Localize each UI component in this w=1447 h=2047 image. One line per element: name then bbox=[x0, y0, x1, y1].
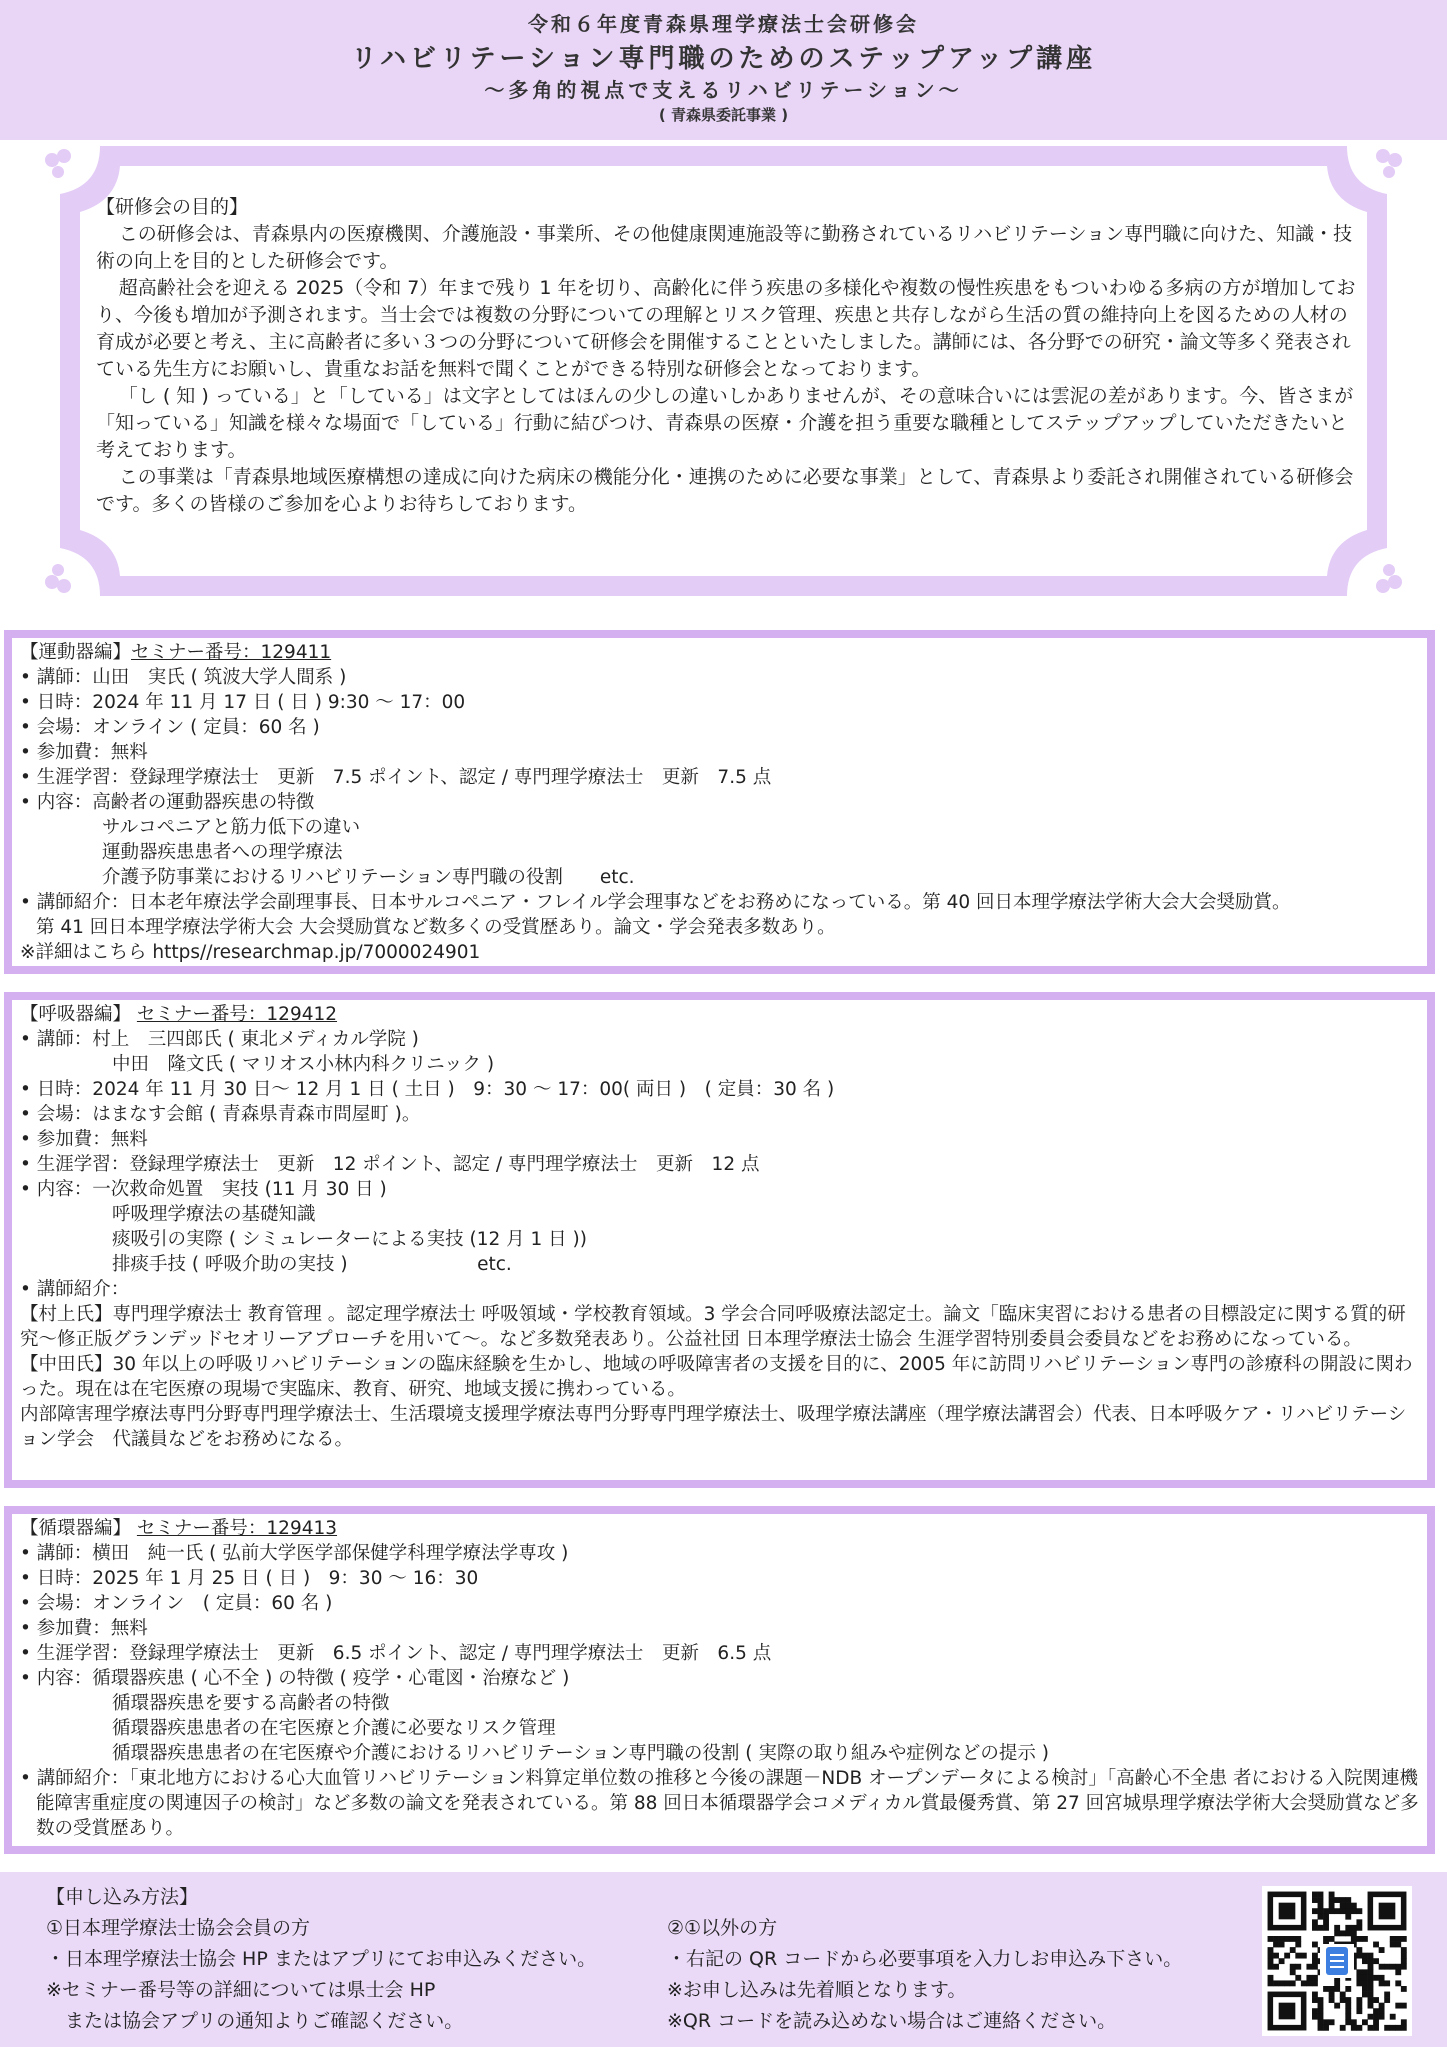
other-line-3: ※QR コードを読み込めない場合はご連絡ください。 bbox=[667, 2010, 1117, 2032]
seminar-date: • 日時：2024 年 11 月 30 日～ 12 月 1 日 ( 土日 ) 9：30 ～ 17：00( 両日 ) ( 定員：30 名 ) bbox=[20, 1079, 835, 1100]
seminar-lecturer: • 講師：横田 純一氏 ( 弘前大学医学部保健学科理学療法学専攻 ) bbox=[20, 1543, 569, 1564]
seminar-intro-murakami: 【村上氏】専門理学療法士 教育管理 。認定理学療法士 呼吸領域・学校教育領域。3 学会合同呼吸療法認定士。論文「臨床実習における患者の目標設定に関する質的研究～修正版グランデッドセオリーアプローチを用いて～。など多数発表あり。公益社団 日本理学療法士協会 生涯学習特別委員会委員などをお務めになっている。 bbox=[20, 1304, 1406, 1350]
seminar-intro-cont: 第 41 回日本理学療法学術大会 大会奨励賞など数多くの受賞歴あり。論文・学会発表多数あり。 bbox=[36, 917, 836, 938]
header-note: ( 青森県委託事業 ) bbox=[658, 106, 789, 124]
seminar-intro: • 講師紹介： bbox=[20, 1279, 130, 1300]
seminar-fee: • 参加費：無料 bbox=[20, 1129, 148, 1150]
seminar-lecturer: • 講師：村上 三四郎氏 ( 東北メディカル学院 ) bbox=[20, 1029, 419, 1050]
purpose-text bbox=[96, 194, 1358, 518]
seminar-content-item: 排痰手技 ( 呼吸介助の実技 ) etc. bbox=[112, 1254, 512, 1275]
other-title: ②①以外の方 bbox=[667, 1917, 778, 1939]
purpose-paragraph-2: 超高齢社会を迎える 2025（令和 7）年まで残り 1 年を切り、高齢化に伴う疾患の多様化や複数の慢性疾患をもついわゆる多病の方が増加しており、今後も増加が予測されます。当士会では複数の分野についての理解とリスク管理、疾患と共存しながら生活の質の維持向上を図るための人材の育成が必要と考え、主に高齢者に多い３つの分野について研修会を開催することといたしました。講師には、各分野での研究・論文等多く発表されている先生方にお願いし、貴重なお話を無料で聞くことができる特別な研修会となっております。 bbox=[96, 277, 1356, 380]
other-line-2: ※お申し込みは先着順となります。 bbox=[667, 1979, 967, 2001]
page-header bbox=[0, 0, 1447, 140]
application-member-column bbox=[46, 1882, 596, 2037]
seminar-intro-nakata-2: 内部障害理学療法専門分野専門理学療法士、生活環境支援理学療法専門分野専門理学療法士、吸理学療法講座（理学療法講習会）代表、日本呼吸ケア・リハビリテーション学会 代議員などをお務めになる。 bbox=[20, 1404, 1407, 1450]
seminar-content-item: 痰吸引の実際 ( シミュレーターによる実技 (12 月 1 日 )) bbox=[112, 1229, 587, 1250]
seminar-category: 【運動器編】 bbox=[20, 642, 132, 663]
seminar-box-musculoskeletal bbox=[4, 630, 1435, 974]
seminar-content-item: 循環器疾患患者の在宅医療や介護におけるリハビリテーション専門職の役割 ( 実際の取り組みや症例などの提示 ) bbox=[112, 1743, 1049, 1764]
application-section bbox=[0, 1872, 1447, 2047]
other-line-1: ・右記の QR コードから必要事項を入力しお申込み下さい。 bbox=[667, 1948, 1183, 1970]
seminar-category: 【循環器編】 bbox=[20, 1518, 132, 1539]
seminar-lecturer: • 講師：山田 実氏 ( 筑波大学人間系 ) bbox=[20, 667, 347, 688]
purpose-section bbox=[40, 146, 1407, 596]
seminar-content-item: 循環器疾患患者の在宅医療と介護に必要なリスク管理 bbox=[112, 1718, 556, 1739]
seminar-content-item: 循環器疾患を要する高齢者の特徴 bbox=[112, 1693, 390, 1714]
seminar-venue: • 会場：はまなす会館 ( 青森県青森市問屋町 )。 bbox=[20, 1104, 421, 1125]
seminar-venue: • 会場：オンライン ( 定員：60 名 ) bbox=[20, 717, 320, 738]
header-subtitle: ～多角的視点で支えるリハビリテーション～ bbox=[484, 78, 963, 102]
seminar-points: • 生涯学習：登録理学療法士 更新 12 ポイント、認定 / 専門理学療法士 更新 12 点 bbox=[20, 1154, 760, 1175]
seminar-date: • 日時：2024 年 11 月 17 日 ( 日 ) 9:30 ～ 17：00 bbox=[20, 692, 466, 713]
seminar-content-item: サルコペニアと筋力低下の違い bbox=[102, 817, 361, 838]
seminar-number: セミナー番号：129413 bbox=[136, 1518, 338, 1539]
seminar-content-item: 呼吸理学療法の基礎知識 bbox=[112, 1204, 316, 1225]
seminar-intro-nakata: 【中田氏】30 年以上の呼吸リハビリテーションの臨床経験を生かし、地域の呼吸障害者の支援を目的に、2005 年に訪問リハビリテーション専門の診療科の開設に関わった。現在は在宅医療の現場で実臨床、教育、研究、地域支援に携わっている。 bbox=[20, 1354, 1413, 1400]
seminar-box-respiratory bbox=[4, 992, 1435, 1488]
member-title: ①日本理学療法士協会会員の方 bbox=[46, 1917, 311, 1939]
member-line-3: または協会アプリの通知よりご確認ください。 bbox=[46, 2010, 464, 2032]
application-heading: 【申し込み方法】 bbox=[46, 1886, 199, 1908]
seminar-number: セミナー番号：129412 bbox=[136, 1004, 338, 1025]
member-line-2: ※セミナー番号等の詳細については県士会 HP bbox=[46, 1979, 436, 2001]
seminar-fee: • 参加費：無料 bbox=[20, 742, 148, 763]
seminar-intro: • 講師紹介：日本老年療法学会副理事長、日本サルコペニア・フレイル学会理事などをお務めになっている。第 40 回日本理学療法学術大会大会奨励賞。 bbox=[20, 892, 1291, 913]
seminar-points: • 生涯学習：登録理学療法士 更新 6.5 ポイント、認定 / 専門理学療法士 更新 6.5 点 bbox=[20, 1643, 772, 1664]
application-other-column bbox=[667, 1913, 1182, 2037]
seminar-content: • 内容：高齢者の運動器疾患の特徴 bbox=[20, 792, 315, 813]
seminar-content: • 内容：循環器疾患 ( 心不全 ) の特徴 ( 疫学・心電図・治療など ) bbox=[20, 1668, 570, 1689]
seminar-venue: • 会場：オンライン ( 定員：60 名 ) bbox=[20, 1593, 333, 1614]
member-line-1: ・日本理学療法士協会 HP またはアプリにてお申込みください。 bbox=[46, 1948, 597, 1970]
purpose-paragraph-3: 「し ( 知 ) っている」と「している」は文字としてはほんの少しの違いしかありませんが、その意味合いには雲泥の差があります。今、皆さまが「知っている」知識を様々な場面で「している」行動に結びつけ、青森県の医療・介護を担う重要な職種としてステップアップしていただきたいと考えております。 bbox=[96, 385, 1354, 461]
seminar-number: セミナー番号：129411 bbox=[131, 642, 332, 663]
qr-code-graphic bbox=[1262, 1886, 1412, 2036]
seminar-lecturer-2: 中田 隆文氏 ( マリオス小林内科クリニック ) bbox=[112, 1054, 495, 1075]
seminar-fee: • 参加費：無料 bbox=[20, 1618, 148, 1639]
qr-code-icon[interactable] bbox=[1262, 1886, 1412, 2036]
seminar-category: 【呼吸器編】 bbox=[20, 1004, 132, 1025]
header-org: 令和６年度青森県理学療法士会研修会 bbox=[528, 12, 919, 36]
seminar-date: • 日時：2025 年 1 月 25 日 ( 日 ) 9：30 ～ 16：30 bbox=[20, 1568, 479, 1589]
header-title: リハビリテーション専門職のためのステップアップ講座 bbox=[350, 44, 1097, 74]
purpose-paragraph-1: この研修会は、青森県内の医療機関、介護施設・事業所、その他健康関連施設等に勤務されているリハビリテーション専門職に向けた、知識・技術の向上を目的とした研修会です。 bbox=[96, 223, 1353, 272]
seminar-detail-link[interactable]: ※詳細はこちら https//researchmap.jp/7000024901 bbox=[20, 942, 481, 963]
seminar-content-item: 介護予防事業におけるリハビリテーション専門職の役割 etc. bbox=[102, 867, 635, 888]
purpose-paragraph-4: この事業は「青森県地域医療構想の達成に向けた病床の機能分化・連携のために必要な事業」として、青森県より委託され開催されている研修会です。多くの皆様のご参加を心よりお待ちしております。 bbox=[96, 466, 1354, 515]
seminar-box-cardiovascular bbox=[4, 1506, 1435, 1854]
seminar-content: • 内容：一次救命処置 実技 (11 月 30 日 ) bbox=[20, 1179, 387, 1200]
seminar-content-item: 運動器疾患患者への理学療法 bbox=[102, 842, 343, 863]
purpose-heading: 【研修会の目的】 bbox=[96, 196, 249, 218]
seminar-intro: • 講師紹介：「東北地方における心大血管リハビリテーション料算定単位数の推移と今後の課題－NDB オープンデータによる検討」「高齢心不全患 者における入院関連機能障害重症度の関連因子の検討」など多数の論文を発表されている。第 88 回日本循環器学会コメディカル賞最優秀賞、第 27 回宮城県理学療法学術大会奨励賞など多数の受賞歴あり。 bbox=[20, 1768, 1419, 1839]
seminar-points: • 生涯学習：登録理学療法士 更新 7.5 ポイント、認定 / 専門理学療法士 更新 7.5 点 bbox=[20, 767, 772, 788]
